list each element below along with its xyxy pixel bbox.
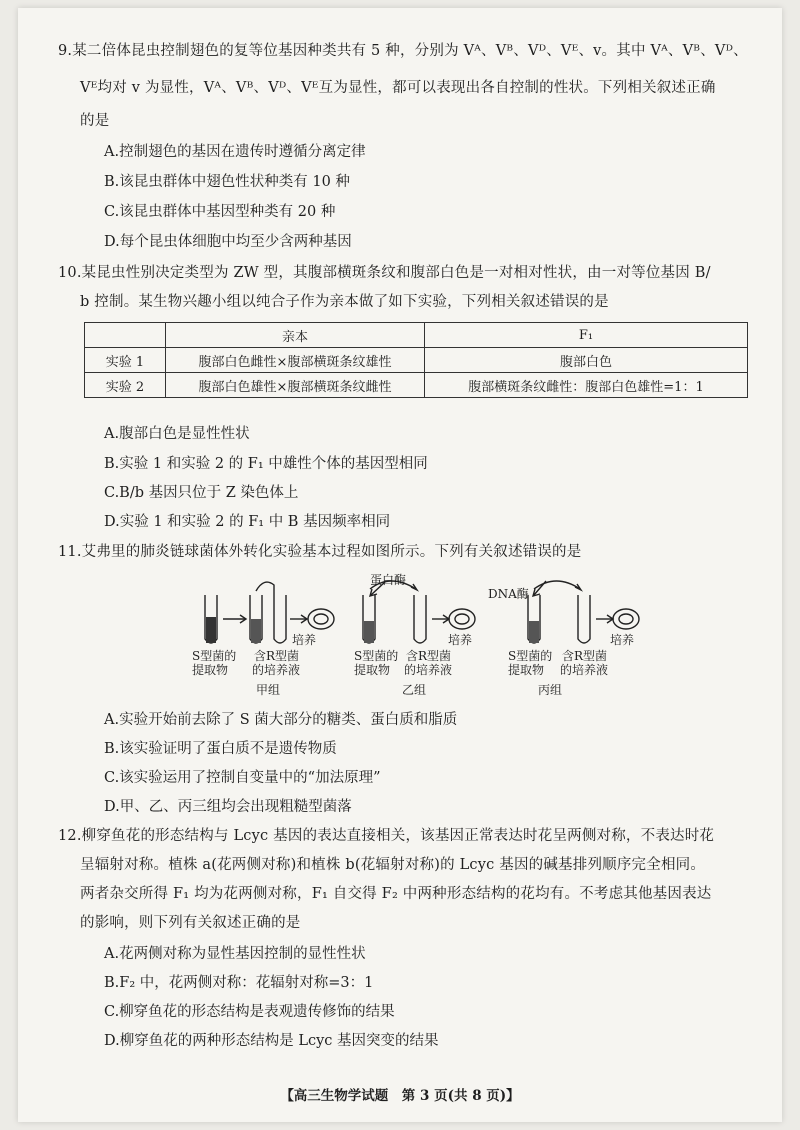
q9-stem-line2: Vᴱ均对 v 为显性，Vᴬ、Vᴮ、Vᴰ、Vᴱ互为显性，都可以表现出各自控制的性状。下列相关叙述正确 bbox=[80, 80, 716, 96]
petri-dish-a bbox=[308, 609, 334, 629]
medium-label-a2: 的培养液 bbox=[252, 663, 301, 677]
petri-dish-b bbox=[449, 609, 475, 629]
table-row bbox=[85, 373, 748, 398]
q11-stem-line1: 11.艾弗里的肺炎链球菌体外转化实验基本过程如图所示。下列有关叙述错误的是 bbox=[58, 544, 582, 560]
q10-option-b: B.实验 1 和实验 2 的 F₁ 中雄性个体的基因型相同 bbox=[104, 456, 428, 472]
q11-experiment-figure bbox=[190, 575, 660, 705]
table-header-cell: 亲本 bbox=[166, 323, 425, 348]
extract-label-a1: S型菌的 bbox=[192, 649, 237, 663]
extract-label-c2: 提取物 bbox=[508, 663, 545, 677]
culture-label-c: 培养 bbox=[610, 633, 635, 647]
group-a-label: 甲组 bbox=[256, 683, 281, 697]
extract-label-b2: 提取物 bbox=[354, 663, 391, 677]
q11-option-b: B.该实验证明了蛋白质不是遗传物质 bbox=[104, 741, 337, 757]
q12-stem-line2: 呈辐射对称。植株 a(花两侧对称)和植株 b(花辐射对称)的 Lcyc 基因的碱基排列顺序完全相同。 bbox=[80, 857, 706, 873]
q9-stem-line1: 9.某二倍体昆虫控制翅色的复等位基因种类共有 5 种，分别为 Vᴬ、Vᴮ、Vᴰ、Vᴱ、v。其中 Vᴬ、Vᴮ、Vᴰ、 bbox=[58, 43, 748, 59]
group-b-label: 乙组 bbox=[402, 683, 427, 697]
culture-tube-c bbox=[578, 595, 590, 643]
table-cell: 腹部横斑条纹雌性：腹部白色雄性=1：1 bbox=[425, 373, 748, 398]
q10-option-c: C.B/b 基因只位于 Z 染色体上 bbox=[104, 485, 299, 501]
culture-tube-a bbox=[274, 595, 286, 643]
table-header-row bbox=[85, 323, 748, 348]
q9-option-c: C.该昆虫群体中基因型种类有 20 种 bbox=[104, 204, 336, 220]
q10-stem-line1: 10.某昆虫性别决定类型为 ZW 型，其腹部横斑条纹和腹部白色是一对相对性状，由一对等位基因 B/ bbox=[58, 265, 711, 281]
table-cell: 腹部白色雌性×腹部横斑条纹雄性 bbox=[166, 348, 425, 373]
culture-label-a: 培养 bbox=[292, 633, 317, 647]
extract-label-b1: S型菌的 bbox=[354, 649, 399, 663]
group-c-label: 丙组 bbox=[538, 683, 563, 697]
q10-option-d: D.实验 1 和实验 2 的 F₁ 中 B 基因频率相同 bbox=[104, 514, 391, 530]
q12-stem-line1: 12.柳穿鱼花的形态结构与 Lcyc 基因的表达直接相关，该基因正常表达时花呈两侧对称，不表达时花 bbox=[58, 828, 715, 844]
q12-option-d: D.柳穿鱼花的两种形态结构是 Lcyc 基因突变的结果 bbox=[104, 1033, 439, 1049]
dnase-label: DNA酶 bbox=[488, 587, 529, 601]
q9-option-b: B.该昆虫群体中翅色性状种类有 10 种 bbox=[104, 174, 350, 190]
q9-option-a: A.控制翅色的基因在遗传时遵循分离定律 bbox=[104, 144, 366, 160]
q10-option-a: A.腹部白色是显性性状 bbox=[104, 426, 250, 442]
medium-label-b1: 含R型菌 bbox=[406, 649, 452, 663]
table-cell: 腹部白色雄性×腹部横斑条纹雌性 bbox=[166, 373, 425, 398]
table-cell: 腹部白色 bbox=[425, 348, 748, 373]
medium-label-b2: 的培养液 bbox=[404, 663, 453, 677]
q10-experiment-table bbox=[84, 322, 748, 398]
q10-stem-line2: b 控制。某生物兴趣小组以纯合子作为亲本做了如下实验，下列相关叙述错误的是 bbox=[80, 294, 609, 310]
table-header-cell: F₁ bbox=[425, 323, 748, 348]
extract-label-c1: S型菌的 bbox=[508, 649, 553, 663]
q12-option-a: A.花两侧对称为显性基因控制的显性性状 bbox=[104, 946, 366, 962]
q12-option-b: B.F₂ 中，花两侧对称：花辐射对称=3：1 bbox=[104, 975, 374, 991]
q12-stem-line4: 的影响，则下列有关叙述正确的是 bbox=[80, 915, 301, 931]
q12-option-c: C.柳穿鱼花的形态结构是表观遗传修饰的结果 bbox=[104, 1004, 395, 1020]
q9-option-d: D.每个昆虫体细胞中均至少含两种基因 bbox=[104, 234, 352, 250]
protease-label: 蛋白酶 bbox=[370, 573, 407, 587]
q9-stem-line3: 的是 bbox=[80, 113, 110, 129]
q12-stem-line3: 两者杂交所得 F₁ 均为花两侧对称，F₁ 自交得 F₂ 中两种形态结构的花均有。不考虑其他基因表达 bbox=[80, 886, 712, 902]
table-header-cell bbox=[85, 323, 166, 348]
culture-label-b: 培养 bbox=[448, 633, 473, 647]
medium-label-a1: 含R型菌 bbox=[254, 649, 300, 663]
q11-option-d: D.甲、乙、丙三组均会出现粗糙型菌落 bbox=[104, 799, 352, 815]
medium-label-c2: 的培养液 bbox=[560, 663, 609, 677]
q11-option-c: C.该实验运用了控制自变量中的“加法原理” bbox=[104, 770, 381, 786]
petri-dish-c bbox=[613, 609, 639, 629]
culture-tube-b bbox=[414, 595, 426, 643]
medium-label-c1: 含R型菌 bbox=[562, 649, 608, 663]
q11-option-a: A.实验开始前去除了 S 菌大部分的糖类、蛋白质和脂质 bbox=[104, 712, 458, 728]
table-cell: 实验 1 bbox=[85, 348, 166, 373]
table-row bbox=[85, 348, 748, 373]
page-footer: 【高三生物学试题 第 3 页(共 8 页)】 bbox=[280, 1088, 520, 1104]
extract-label-a2: 提取物 bbox=[192, 663, 229, 677]
table-cell: 实验 2 bbox=[85, 373, 166, 398]
